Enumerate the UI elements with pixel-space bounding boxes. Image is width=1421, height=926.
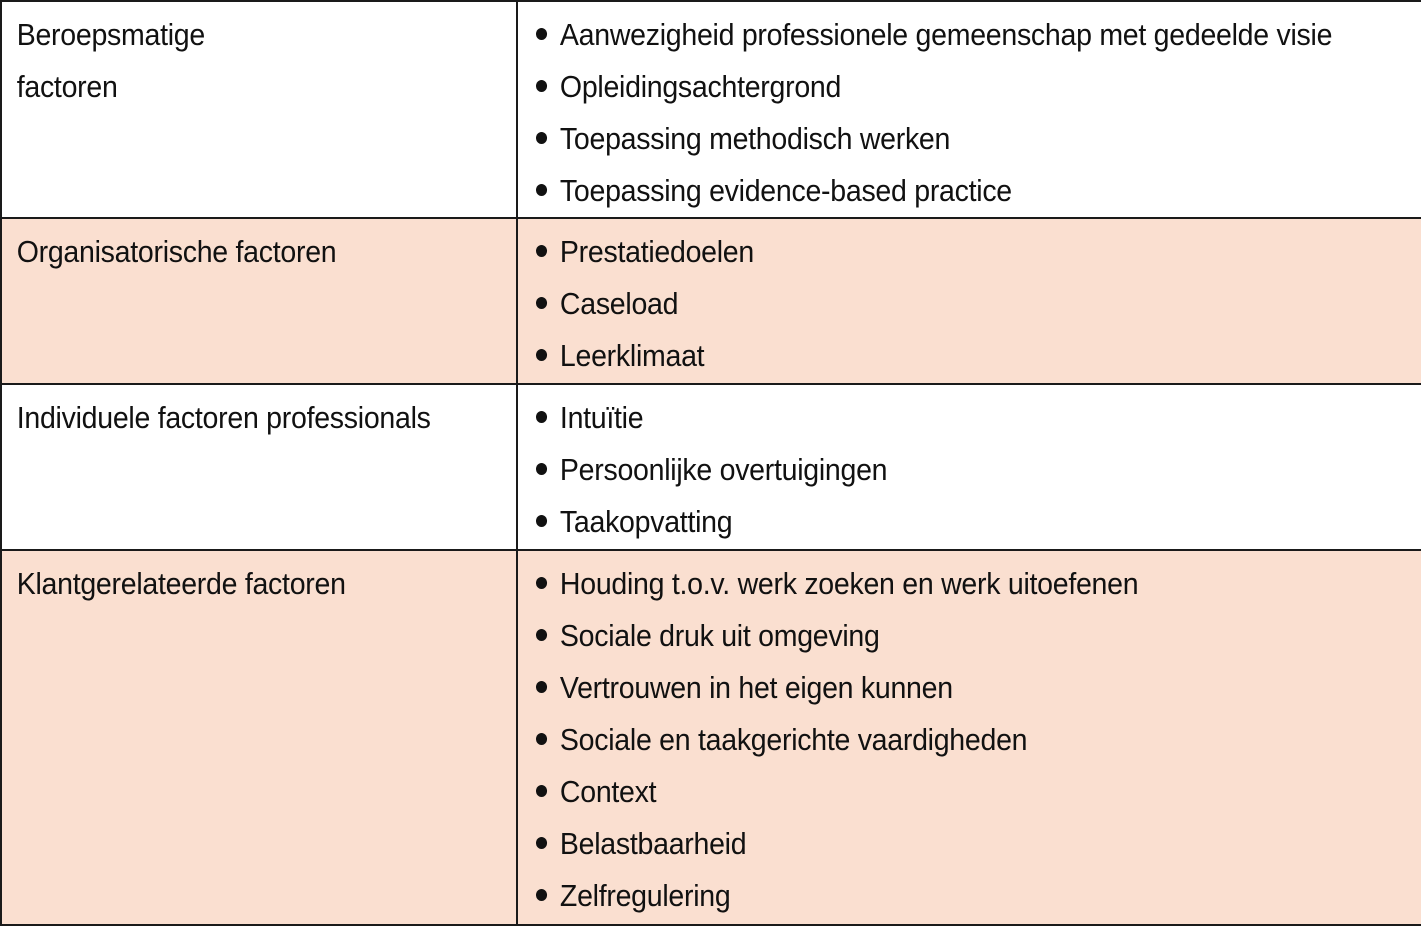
list-item: Houding t.o.v. werk zoeken en werk uitoefenen [536,558,1350,610]
category-cell [1,1,517,218]
factor-list [518,2,1421,217]
list-item: Aanwezigheid professionele gemeenschap met gedeelde visie [536,9,1350,61]
bullet-icon [536,496,560,548]
bullet-icon [536,61,560,113]
bullet-icon [536,766,560,818]
bullet-icon [536,113,560,165]
table-row [1,218,1421,384]
bullet-icon [536,610,560,662]
factors-cell [517,218,1421,384]
list-item: Belastbaarheid [536,818,1350,870]
category-label: Klantgerelateerde factoren [16,566,346,601]
bullet-icon [536,392,560,444]
category-cell [1,218,517,384]
table-row [1,1,1421,218]
factors-cell [517,550,1421,925]
bullet-icon [536,558,560,610]
bullet-icon [536,226,560,278]
bullet-icon [536,818,560,870]
category-label: Beroepsmatige factoren [16,17,205,104]
list-item: Taakopvatting [536,496,1350,548]
factor-list [518,219,1421,382]
bullet-icon [536,714,560,766]
bullet-icon [536,444,560,496]
list-item: Zelfregulering [536,870,1350,922]
bullet-icon [536,330,560,382]
category-cell [1,550,517,925]
list-item: Toepassing methodisch werken [536,113,1350,165]
list-item: Caseload [536,278,1350,330]
factors-cell [517,384,1421,550]
list-item: Opleidingsachtergrond [536,61,1350,113]
category-label: Organisatorische factoren [16,234,337,269]
bullet-icon [536,9,560,61]
bullet-icon [536,662,560,714]
bullet-icon [536,870,560,922]
category-label: Individuele factoren professionals [16,400,431,435]
factors-cell [517,1,1421,218]
list-item: Prestatiedoelen [536,226,1350,278]
list-item: Toepassing evidence-based practice [536,165,1350,217]
category-cell [1,384,517,550]
list-item: Leerklimaat [536,330,1350,382]
factor-list [518,551,1421,922]
list-item: Persoonlijke overtuigingen [536,444,1350,496]
list-item: Sociale en taakgerichte vaardigheden [536,714,1350,766]
factor-list [518,385,1421,548]
table-row [1,550,1421,925]
list-item: Vertrouwen in het eigen kunnen [536,662,1350,714]
bullet-icon [536,165,560,217]
list-item: Context [536,766,1350,818]
list-item: Intuïtie [536,392,1350,444]
list-item: Sociale druk uit omgeving [536,610,1350,662]
table-row [1,384,1421,550]
bullet-icon [536,278,560,330]
